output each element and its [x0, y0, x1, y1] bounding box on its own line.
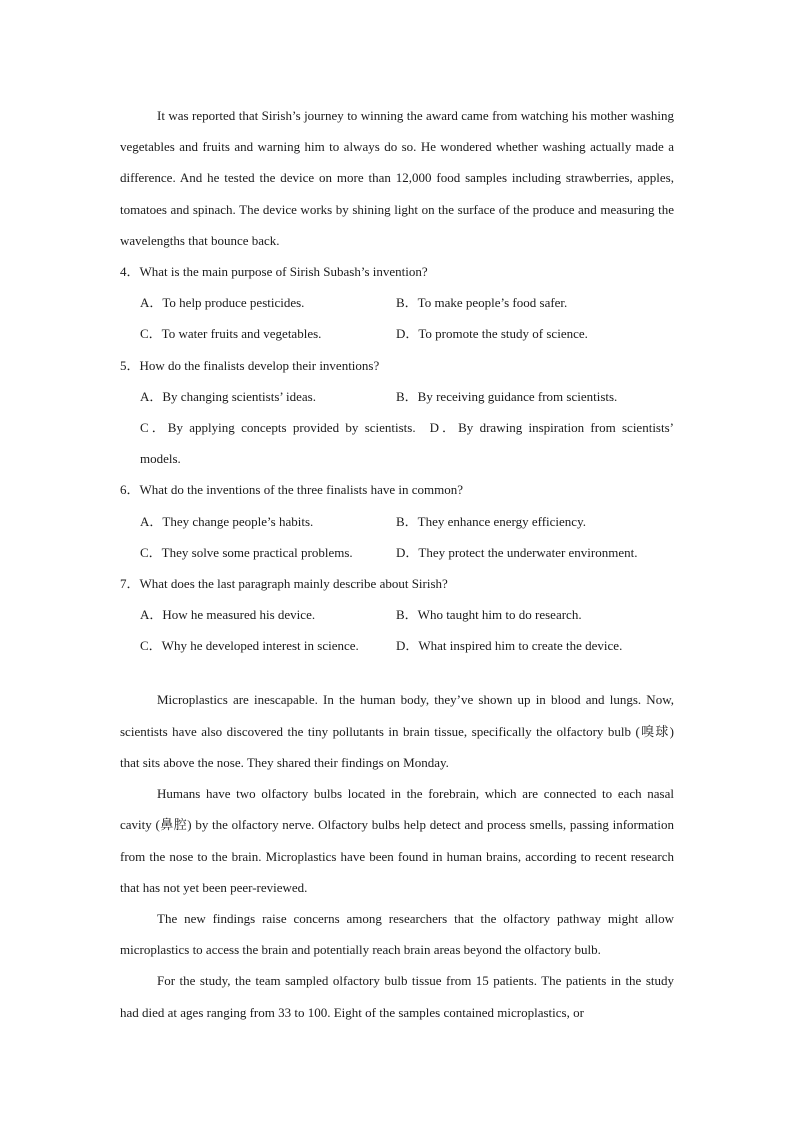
question-text: How do the finalists develop their inventions?: [139, 357, 380, 373]
option-b[interactable]: B．To make people’s food safer.: [396, 295, 568, 311]
option-c[interactable]: C．To water fruits and vegetables.: [140, 326, 322, 342]
options-row: [120, 537, 674, 568]
question-7: [120, 568, 674, 599]
option-d[interactable]: D．What inspired him to create the device.: [396, 638, 623, 654]
passage2-paragraph-4: For the study, the team sampled olfactory bulb tissue from 15 patients. The patients in the study had died at ages ranging from 33 to 100. Eight of the samples contained microplastics, or: [120, 973, 674, 1020]
question-number: 5．: [120, 357, 140, 373]
question-number: 4．: [120, 264, 140, 280]
options-row-wrapped: [120, 412, 674, 474]
option-b[interactable]: B．They enhance energy efficiency.: [396, 513, 586, 529]
option-a[interactable]: A．By changing scientists’ ideas.: [140, 388, 316, 404]
option-d[interactable]: D．To promote the study of science.: [396, 326, 588, 342]
question-number: 7．: [120, 575, 140, 591]
question-5: [120, 350, 674, 381]
options-row: [120, 381, 674, 412]
option-d[interactable]: D．By drawing inspiration from scientists’ models.: [140, 419, 674, 467]
passage2-paragraph-2: Humans have two olfactory bulbs located in the forebrain, which are connected to each nasal cavity (鼻腔) by the olfactory nerve. Olfactory bulbs help detect and process smells, passing information from the nose to the brain. Microplastics have been found in human brains, according to recent research that has not yet been peer-reviewed.: [120, 786, 674, 895]
option-a[interactable]: A．How he measured his device.: [140, 607, 316, 623]
question-text: What does the last paragraph mainly describe about Sirish?: [139, 575, 448, 591]
passage2-paragraph-1: Microplastics are inescapable. In the human body, they’ve shown up in blood and lungs. Now, scientists have also discovered the tiny pollutants in brain tissue, specifically the olfactory bulb (嗅球) that sits above the nose. They shared their findings on Monday.: [120, 692, 674, 770]
option-c[interactable]: C．By applying concepts provided by scientists.: [140, 419, 416, 435]
option-a[interactable]: A．To help produce pesticides.: [140, 295, 305, 311]
option-c[interactable]: C．They solve some practical problems.: [140, 544, 353, 560]
passage1-paragraph: It was reported that Sirish’s journey to winning the award came from watching his mother washing vegetables and fruits and warning him to always do so. He wondered whether washing actually made a difference. And he tested the device on more than 12,000 food samples including strawberries, apples, tomatoes and spinach. The device works by shining light on the surface of the produce and measuring the wavelengths that bounce back.: [120, 108, 674, 248]
question-number: 6．: [120, 482, 140, 498]
option-b[interactable]: B．Who taught him to do research.: [396, 607, 582, 623]
options-row: [120, 630, 674, 661]
option-c[interactable]: C．Why he developed interest in science.: [140, 638, 359, 654]
options-row: [120, 318, 674, 349]
option-b[interactable]: B．By receiving guidance from scientists.: [396, 388, 618, 404]
question-6: [120, 474, 674, 505]
options-row: [120, 506, 674, 537]
options-row: [120, 599, 674, 630]
question-text: What do the inventions of the three finalists have in common?: [139, 482, 463, 498]
option-d[interactable]: D．They protect the underwater environment.: [396, 544, 638, 560]
option-a[interactable]: A．They change people’s habits.: [140, 513, 314, 529]
exam-page: [120, 100, 674, 1028]
options-row: [120, 287, 674, 318]
passage2-paragraph-3: The new findings raise concerns among researchers that the olfactory pathway might allow microplastics to access the brain and potentially reach brain areas beyond the olfactory bulb.: [120, 910, 674, 958]
question-text: What is the main purpose of Sirish Subash’s invention?: [139, 264, 428, 280]
question-4: [120, 256, 674, 287]
